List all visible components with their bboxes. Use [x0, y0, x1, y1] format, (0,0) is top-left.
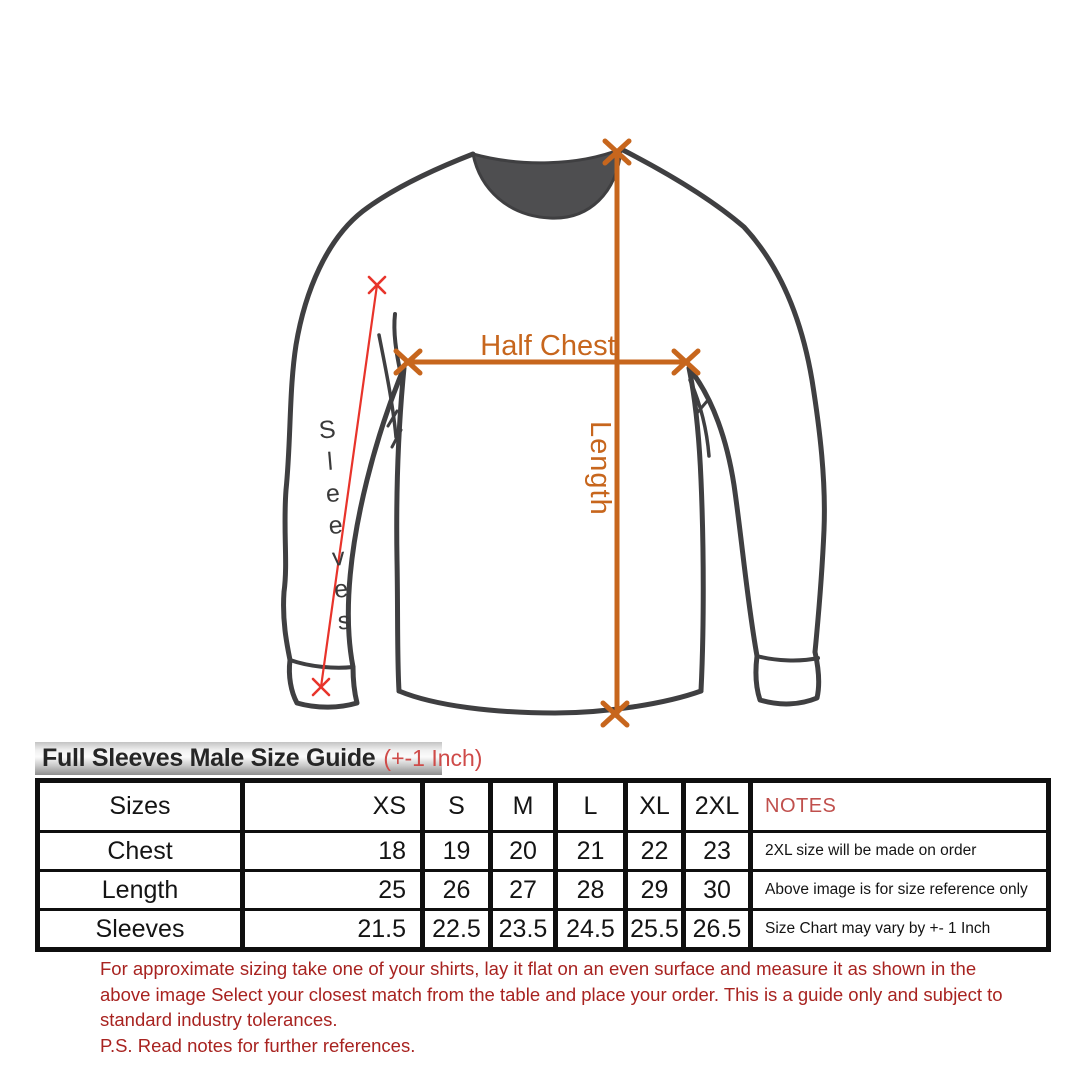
size-value-cell: 26.5: [684, 910, 751, 950]
table-header-row: [38, 781, 1049, 832]
size-table: [35, 778, 1051, 952]
header-s: S: [423, 781, 491, 832]
title-bar: [35, 742, 483, 775]
half-chest-label: Half Chest: [480, 330, 616, 362]
footer-ps-line: P.S. Read notes for further references.: [100, 1034, 416, 1056]
size-value-cell: 27: [491, 871, 556, 910]
note-cell: Above image is for size reference only: [751, 871, 1049, 910]
size-value-cell: 26: [423, 871, 491, 910]
footer-instructions: [100, 956, 1003, 1058]
shirt-outline: [284, 149, 825, 713]
size-value-cell: 22.5: [423, 910, 491, 950]
size-value-cell: 20: [491, 832, 556, 871]
footer-line: above image Select your closest match from the table and place your order. This is a guide only and subject to: [100, 983, 1003, 1005]
table-row-sleeves: [38, 910, 1049, 950]
footer-line: For approximate sizing take one of your shirts, lay it flat on an even surface and measure it as shown in the: [100, 958, 977, 979]
row-label: Length: [38, 871, 243, 910]
header-m: M: [491, 781, 556, 832]
table-row-chest: [38, 832, 1049, 871]
size-value-cell: 23: [684, 832, 751, 871]
size-value-cell: 22: [626, 832, 684, 871]
size-value-cell: 28: [556, 871, 626, 910]
header-xs: XS: [243, 781, 423, 832]
size-value-cell: 19: [423, 832, 491, 871]
row-label: Sleeves: [38, 910, 243, 950]
size-value-cell: 30: [684, 871, 751, 910]
size-value-cell: 23.5: [491, 910, 556, 950]
footer-line: standard industry tolerances.: [100, 1009, 338, 1030]
length-label: Length: [584, 421, 616, 516]
title-tolerance: (+-1 Inch): [383, 745, 483, 771]
size-value-cell: 25.5: [626, 910, 684, 950]
size-value-cell: 25: [243, 871, 423, 910]
size-value-cell: 21: [556, 832, 626, 871]
note-cell: Size Chart may vary by +- 1 Inch: [751, 910, 1049, 950]
sleeves-label: Sleeves: [312, 414, 360, 641]
size-value-cell: 18: [243, 832, 423, 871]
header-sizes: Sizes: [38, 781, 243, 832]
collar-shape: [473, 149, 621, 218]
table-row-length: [38, 871, 1049, 910]
header-xl: XL: [626, 781, 684, 832]
size-value-cell: 24.5: [556, 910, 626, 950]
size-value-cell: 29: [626, 871, 684, 910]
size-value-cell: 21.5: [243, 910, 423, 950]
note-cell: 2XL size will be made on order: [751, 832, 1049, 871]
page-title: Full Sleeves Male Size Guide: [42, 744, 376, 772]
header-notes: NOTES: [751, 781, 1049, 832]
header-l: L: [556, 781, 626, 832]
row-label: Chest: [38, 832, 243, 871]
header-2xl: 2XL: [684, 781, 751, 832]
